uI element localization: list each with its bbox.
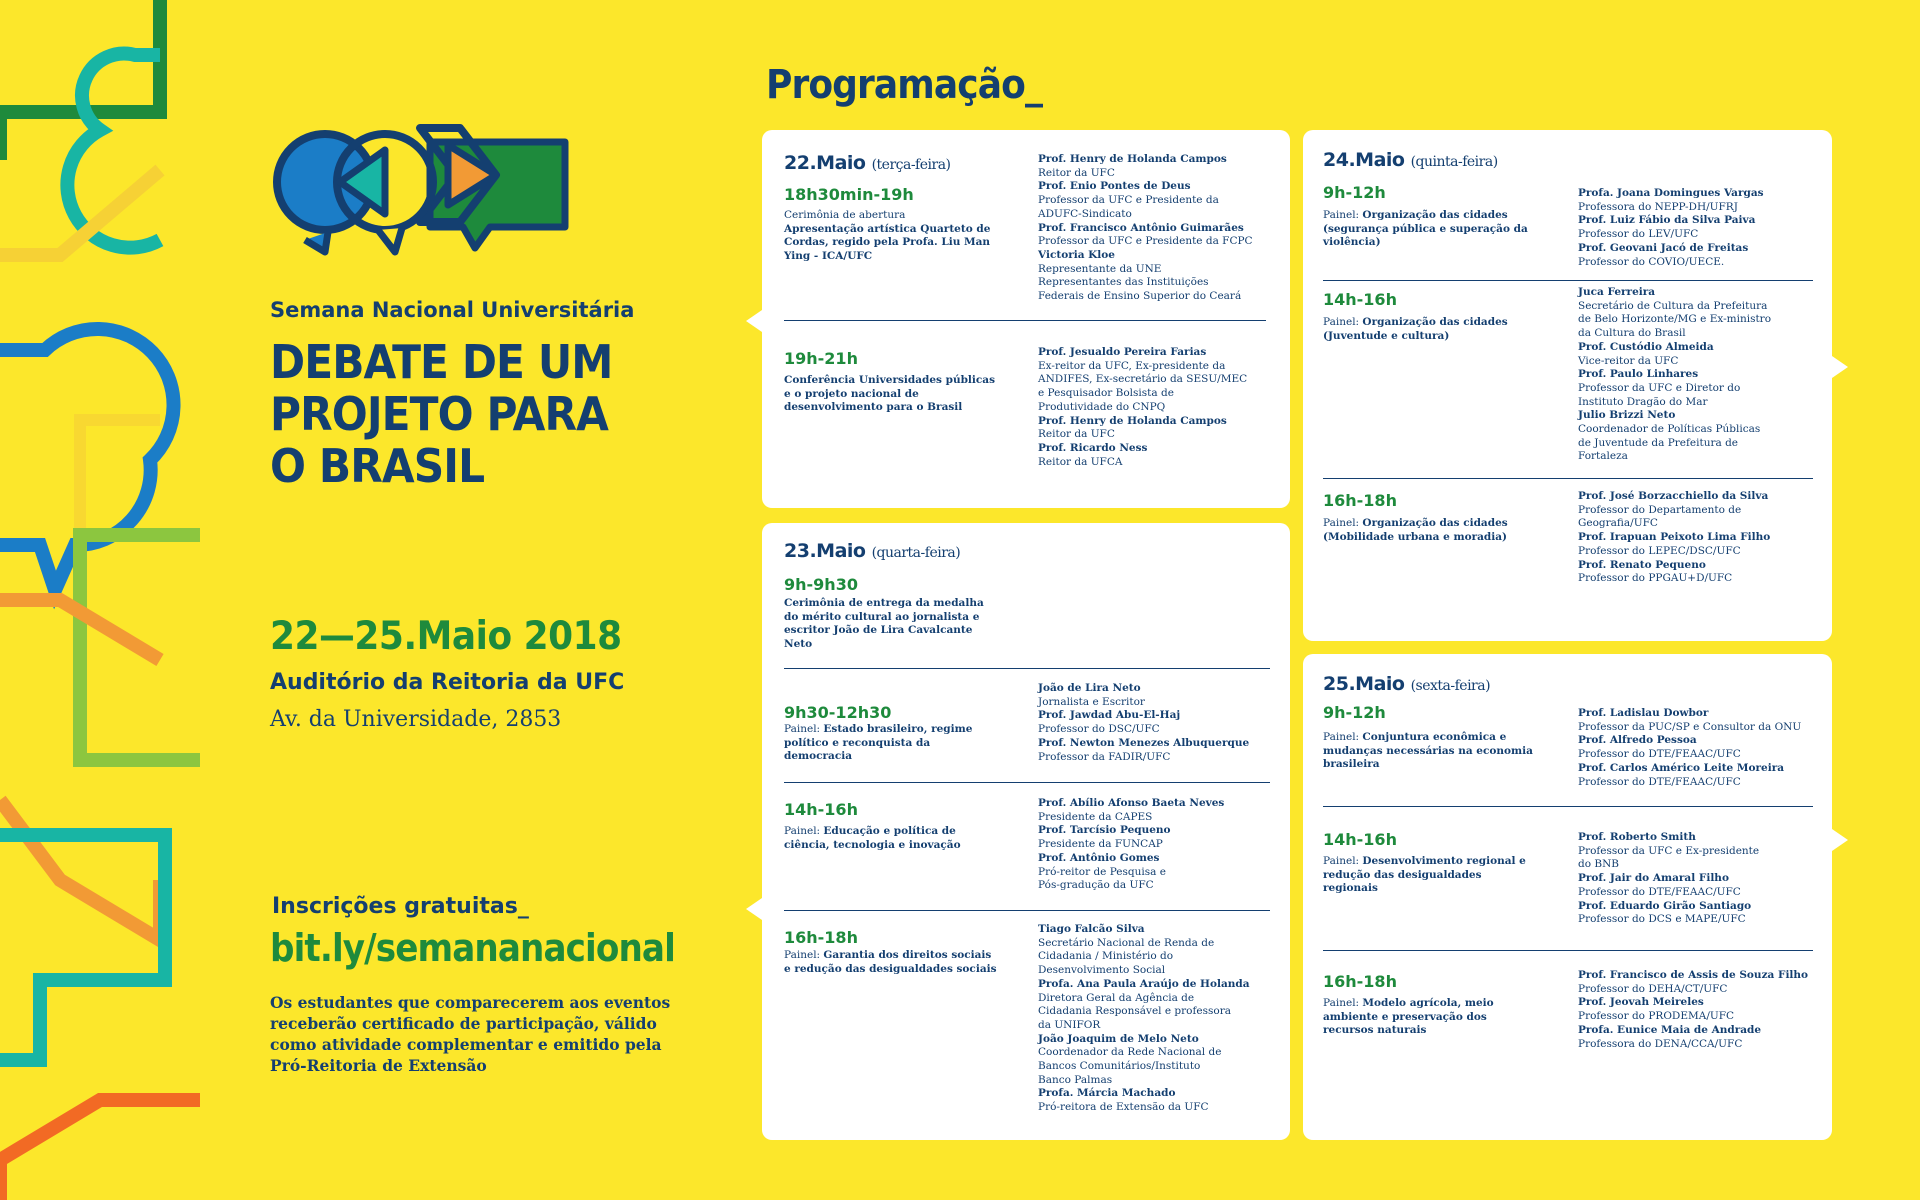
speaker-role: Professor da UFC e Presidente da FCPC [1038,235,1253,248]
speaker-name: Prof. Tarcísio Pequeno [1038,824,1171,837]
speaker-role: Pós-gradução da UFC [1038,879,1154,892]
speaker-name: Tiago Falcão Silva [1038,923,1145,935]
speaker-list [1578,969,1818,1051]
speaker-role: Professor do PPGAU+D/UFC [1578,572,1733,585]
speaker-list [1038,346,1278,469]
speaker-role: Professor da UFC e Ex-presidente [1578,844,1760,857]
speaker-role: Reitor da UFCA [1038,455,1123,468]
speaker-role: Professor do LEV/UFC [1578,228,1699,241]
speaker-role: Bancos Comunitários/Instituto [1038,1060,1201,1073]
event-title-line: O BRASIL [270,439,485,493]
speaker-list [1038,682,1278,764]
speaker-role: Secretário de Cultura da Prefeitura [1578,299,1768,312]
speaker-name: Prof. Alfredo Pessoa [1578,734,1697,747]
speaker-name: Prof. Geovani Jacó de Freitas [1578,241,1749,254]
session-description [1323,731,1538,772]
session-time: 14h-16h [1323,290,1397,309]
speaker-role: Professora do NEPP-DH/UFRJ [1578,200,1738,213]
speaker-role: Ex-reitor da UFC, Ex-presidente da [1038,359,1226,372]
session-divider [784,668,1270,669]
speaker-role: Pró-reitora de Extensão da UFC [1038,1101,1209,1114]
speaker-role: Fortaleza [1578,450,1628,463]
speaker-name: Prof. Irapuan Peixoto Lima Filho [1578,531,1771,544]
speaker-role: Professor do DEHA/CT/UFC [1578,982,1728,995]
speaker-name: Prof. Enio Pontes de Deus [1038,180,1191,193]
speaker-role: Professor da PUC/SP e Consultor da ONU [1578,720,1802,733]
speaker-name: Prof. Renato Pequeno [1578,558,1706,571]
session-description [1323,209,1538,250]
session-description [784,597,999,651]
speaker-name: Victoria Kloe [1038,248,1115,261]
certificate-note: Os estudantes que comparecerem aos eventos receberão certificado de participação, válido como atividade complementar e emitido pela Pró-Reitoria de Extensão [270,993,671,1075]
speaker-role: Professora do DENA/CCA/UFC [1578,1037,1743,1050]
speaker-name: Profa. Joana Domingues Vargas [1578,187,1764,199]
speaker-list [1578,286,1818,464]
speaker-role: Professor do DTE/FEAAC/UFC [1578,775,1741,788]
session-topic: Organização das cidades (segurança pública e superação da violência) [1323,209,1528,248]
session-time: 18h30min-19h [784,185,914,204]
session-divider [784,782,1270,783]
registration-link[interactable]: bit.ly/semananacional [270,926,675,970]
speaker-name: Prof. José Borzacchiello da Silva [1578,490,1769,502]
session-divider [784,320,1266,321]
speaker-name: Profa. Márcia Machado [1038,1087,1176,1100]
day-date: 24.Maio [1323,149,1405,171]
speaker-name: Prof. Ricardo Ness [1038,441,1148,454]
speaker-name: Profa. Eunice Maia de Andrade [1578,1023,1762,1036]
speaker-name: Prof. Francisco Antônio Guimarães [1038,221,1244,234]
day-header [784,152,951,174]
session-description [1323,316,1538,343]
speaker-name: Prof. Jair do Amaral Filho [1578,872,1729,885]
day-header [1323,673,1490,695]
speaker-role: Coordenador de Políticas Públicas [1578,423,1761,436]
speaker-role: Professor da UFC e Presidente da [1038,194,1219,207]
card-pointer [746,310,762,332]
speaker-list [1578,831,1818,927]
speaker-name: Prof. Henry de Holanda Campos [1038,153,1227,165]
event-address: Av. da Universidade, 2853 [270,707,562,732]
teal-bubble-line-2 [0,835,165,1060]
event-dates: 22—25.Maio 2018 [270,614,622,659]
speaker-list [1038,923,1278,1115]
registration-label: Inscrições gratuitas_ [272,894,529,919]
speaker-list [1038,797,1278,893]
session-time: 16h-18h [1323,491,1397,510]
speaker-role: Produtividade do CNPQ [1038,400,1166,413]
speaker-role: Reitor da UFC [1038,166,1115,179]
session-type: Painel: [1323,209,1363,221]
card-pointer [746,898,762,920]
program-title: Programação_ [766,62,1043,108]
session-type: Painel: [1323,731,1363,743]
session-description [1323,997,1538,1038]
day-date: 25.Maio [1323,673,1405,695]
event-title-line: DEBATE DE UM [270,335,613,389]
speaker-role: ANDIFES, Ex-secretário da SESU/MEC [1038,373,1248,386]
red-orange-line [0,1100,200,1200]
session-description [784,949,999,976]
speaker-name: Profa. Ana Paula Araújo de Holanda [1038,977,1250,990]
session-type: Cerimônia de abertura [784,209,906,221]
speaker-role: Geografia/UFC [1578,517,1658,530]
event-title-line: PROJETO PARA [270,387,608,441]
speaker-role: Professor do LEPEC/DSC/UFC [1578,544,1741,557]
speaker-name: Prof. Antônio Gomes [1038,851,1160,864]
speaker-role: Federais de Ensino Superior do Ceará [1038,290,1242,303]
orange-line-2 [0,800,160,940]
speaker-name: João de Lira Neto [1038,682,1141,694]
speaker-role: Cidadania / Ministério do [1038,950,1174,963]
speaker-list [1578,707,1818,789]
session-description [784,723,999,764]
day-date: 23.Maio [784,540,866,562]
speaker-name: Prof. Henry de Holanda Campos [1038,414,1227,427]
speaker-role: de Belo Horizonte/MG e Ex-ministro [1578,313,1772,326]
event-title [270,336,612,492]
speaker-list [1038,153,1278,304]
session-topic: Cerimônia de entrega da medalha do mérito cultural ao jornalista e escritor João de Lira Cavalcante Neto [784,597,984,650]
speaker-name: Prof. Newton Menezes Albuquerque [1038,736,1250,749]
decorative-line-art [0,0,200,1200]
session-description [784,825,999,852]
speaker-role: Professor do PRODEMA/UFC [1578,1010,1735,1023]
speaker-role: Professor da FADIR/UFC [1038,750,1171,763]
session-type: Painel: [784,723,824,735]
speaker-role: Professor do DCS e MAPE/UFC [1578,913,1746,926]
session-topic: Organização das cidades (Juventude e cultura) [1323,316,1508,342]
session-description [784,374,999,415]
session-time: 9h-12h [1323,183,1386,202]
speaker-role: Banco Palmas [1038,1073,1113,1086]
organizer-name: Semana Nacional Universitária [270,298,635,322]
speaker-role: Secretário Nacional de Renda de [1038,936,1215,949]
day-weekday: (sexta-feira) [1410,678,1491,694]
card-pointer [1832,356,1848,378]
speaker-name: Prof. Eduardo Girão Santiago [1578,899,1752,912]
speaker-name: Prof. Francisco de Assis de Souza Filho [1578,969,1809,981]
speaker-role: de Juventude da Prefeitura de [1578,436,1739,449]
session-topic: Garantia dos direitos sociais e redução das desigualdades sociais [784,949,997,975]
speaker-role: Professor do Departamento de [1578,503,1742,516]
speaker-name: Prof. Paulo Linhares [1578,368,1699,381]
session-time: 14h-16h [1323,830,1397,849]
speaker-name: Prof. Jesualdo Pereira Farias [1038,346,1207,358]
speaker-role: Diretora Geral da Agência de [1038,991,1195,1004]
speaker-role: da UNIFOR [1038,1018,1101,1031]
speaker-role: ADUFC-Sindicato [1038,207,1132,220]
day-header [784,540,960,562]
speaker-name: Prof. Carlos Américo Leite Moreira [1578,761,1785,774]
speaker-list [1578,490,1818,586]
day-weekday: (quinta-feira) [1410,154,1498,170]
speaker-name: Prof. Ladislau Dowbor [1578,707,1709,719]
session-description [1323,855,1538,896]
speaker-name: Prof. Custódio Almeida [1578,340,1714,353]
session-divider [1323,478,1813,479]
speaker-list [1578,187,1818,269]
speaker-role: Representantes das Instituições [1038,276,1209,289]
speaker-name: Julio Brizzi Neto [1578,409,1676,422]
speaker-role: Presidente da CAPES [1038,810,1153,823]
speaker-name: Prof. Luiz Fábio da Silva Paiva [1578,214,1756,227]
session-time: 14h-16h [784,800,858,819]
speaker-name: Prof. Roberto Smith [1578,831,1696,843]
speaker-role: Pró-reitor de Pesquisa e [1038,865,1166,878]
speaker-role: Professor do COVIO/UECE. [1578,255,1725,268]
session-topic: Estado brasileiro, regime político e reconquista da democracia [784,723,973,762]
session-type: Painel: [1323,855,1363,867]
speaker-role: Jornalista e Escritor [1038,695,1145,708]
session-topic: Conjuntura econômica e mudanças necessárias na economia brasileira [1323,731,1533,770]
speaker-name: Prof. Jeovah Meireles [1578,996,1704,1009]
day-weekday: (quarta-feira) [871,545,961,561]
card-pointer [1832,829,1848,851]
session-topic: Modelo agrícola, meio ambiente e preservação dos recursos naturais [1323,997,1494,1036]
speaker-name: Prof. Abílio Afonso Baeta Neves [1038,797,1225,809]
speaker-role: Instituto Dragão do Mar [1578,395,1708,408]
speaker-name: Prof. Jawdad Abu-El-Haj [1038,709,1181,722]
session-topic: Organização das cidades (Mobilidade urbana e moradia) [1323,517,1508,543]
session-type: Painel: [1323,517,1363,529]
day-date: 22.Maio [784,152,866,174]
speaker-role: Presidente da FUNCAP [1038,838,1163,851]
session-topic: Educação e política de ciência, tecnologia e inovação [784,825,961,851]
session-time: 9h30-12h30 [784,703,892,722]
speaker-role: Professor do DSC/UFC [1038,723,1160,736]
speaker-role: e Pesquisador Bolsista de [1038,387,1174,400]
speaker-role: da Cultura do Brasil [1578,327,1686,340]
session-type: Painel: [784,949,824,961]
speaker-role: Cidadania Responsável e professora [1038,1005,1231,1018]
day-header [1323,149,1498,171]
session-description [784,209,999,263]
speaker-role: Professor do DTE/FEAAC/UFC [1578,748,1741,761]
speaker-role: Professor do DTE/FEAAC/UFC [1578,885,1741,898]
event-logo [270,120,570,280]
session-topic: Apresentação artística Quarteto de Cordas, regido pela Profa. Liu Man Ying - ICA/UFC [784,222,991,262]
session-time: 16h-18h [1323,972,1397,991]
speaker-role: Professor da UFC e Diretor do [1578,381,1741,394]
speaker-role: Desenvolvimento Social [1038,964,1166,977]
session-divider [1323,806,1813,807]
speaker-name: João Joaquim de Melo Neto [1038,1032,1199,1045]
session-type: Painel: [1323,997,1363,1009]
session-time: 16h-18h [784,928,858,947]
speaker-role: Representante da UNE [1038,262,1162,275]
session-type: Painel: [784,825,824,837]
speaker-role: do BNB [1578,858,1620,871]
speaker-role: Vice-reitor da UFC [1578,354,1679,367]
session-time: 19h-21h [784,349,858,368]
session-divider [784,910,1270,911]
session-topic: Desenvolvimento regional e redução das desigualdades regionais [1323,855,1526,894]
session-topic: Conferência Universidades públicas e o projeto nacional de desenvolvimento para o Brasil [784,374,996,413]
session-description [1323,517,1538,544]
speaker-role: Reitor da UFC [1038,428,1115,441]
day-weekday: (terça-feira) [871,157,951,173]
event-venue: Auditório da Reitoria da UFC [270,670,625,695]
session-divider [1323,280,1813,281]
session-type: Painel: [1323,316,1363,328]
session-time: 9h-12h [1323,703,1386,722]
speaker-role: Coordenador da Rede Nacional de [1038,1046,1222,1059]
speaker-name: Juca Ferreira [1578,286,1656,298]
session-divider [1323,950,1813,951]
session-time: 9h-9h30 [784,575,858,594]
